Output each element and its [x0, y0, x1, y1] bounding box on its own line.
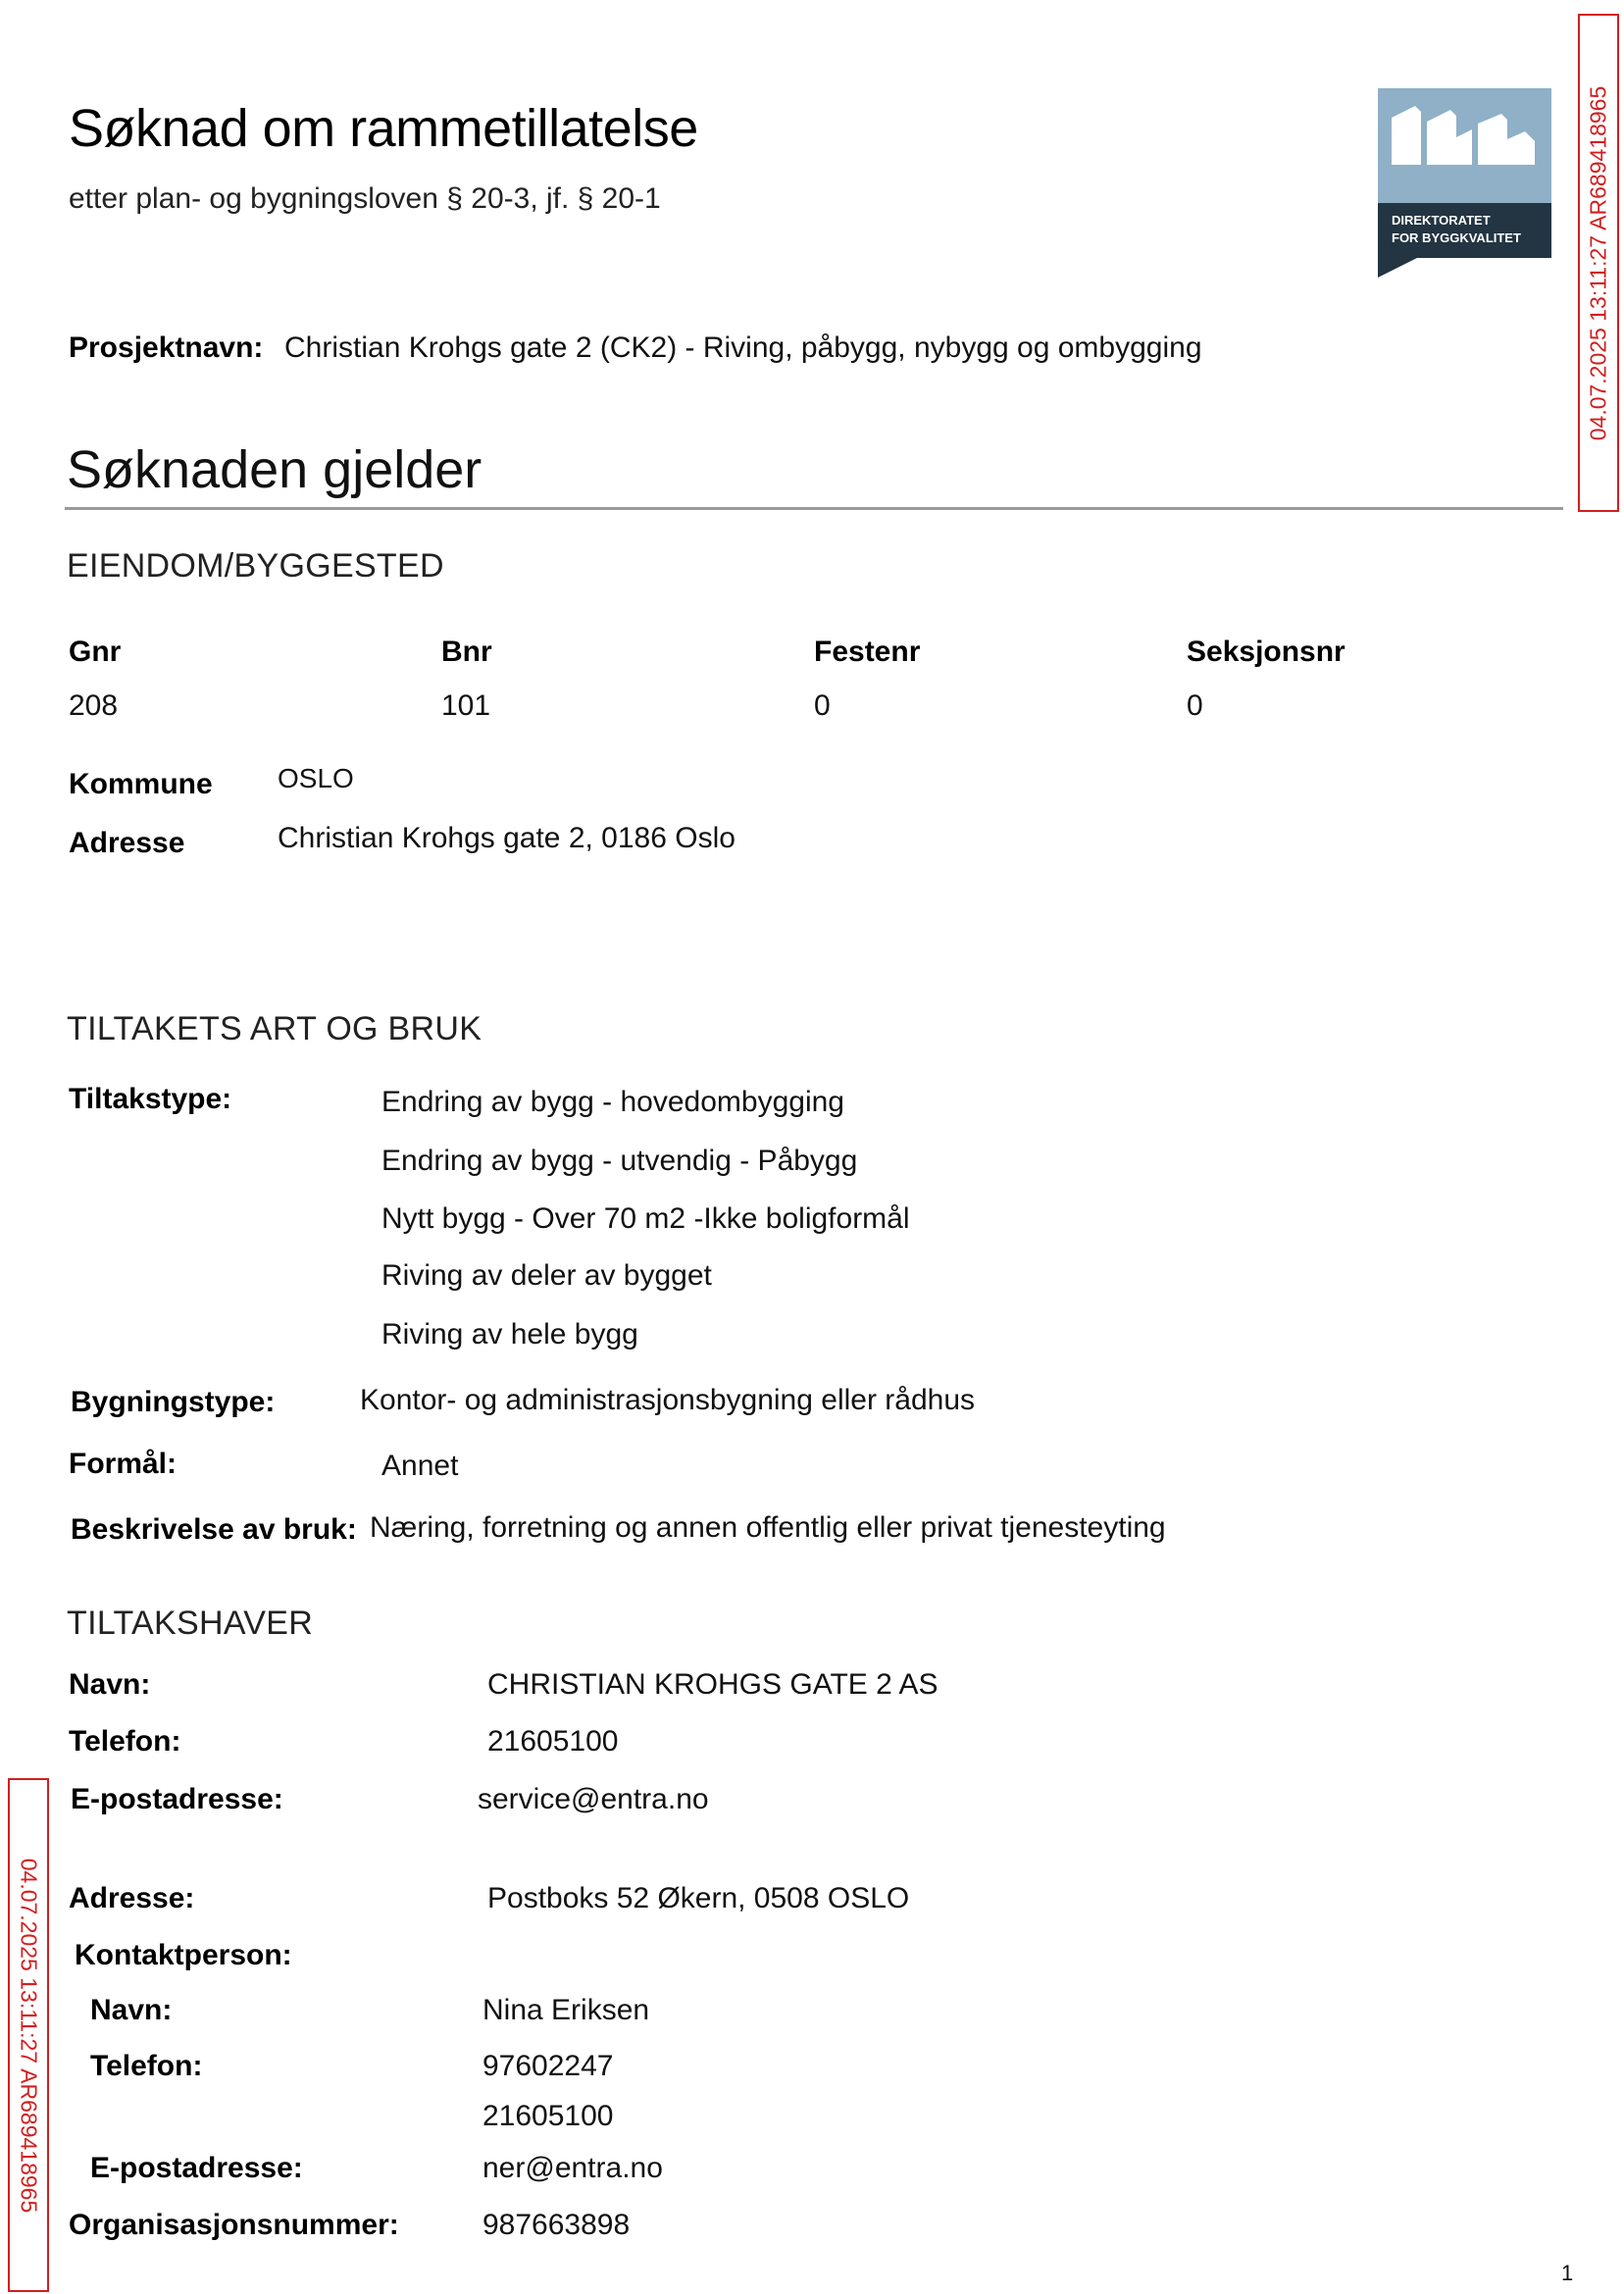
seksjonsnr-value: 0 — [1187, 689, 1203, 722]
bnr-value: 101 — [441, 689, 491, 722]
section-heading: Søknaden gjelder — [67, 440, 482, 499]
adresse-value: Christian Krohgs gate 2, 0186 Oslo — [278, 822, 736, 854]
gnr-value: 208 — [69, 689, 119, 722]
tiltakshaver-telefon-label: Telefon: — [69, 1725, 181, 1758]
festenr-value: 0 — [814, 689, 831, 722]
kontakt-telefon-value: 97602247 — [482, 2050, 614, 2082]
tiltakstype-item: Nytt bygg - Over 70 m2 -Ikke boligformål — [381, 1202, 910, 1235]
tiltakstype-item: Endring av bygg - hovedombygging — [381, 1086, 844, 1118]
logo-text-2: FOR BYGGKVALITET — [1392, 230, 1521, 245]
kommune-label: Kommune — [69, 768, 213, 800]
orgnr-label: Organisasjonsnummer: — [69, 2209, 399, 2241]
kontakt-navn-value: Nina Eriksen — [482, 1994, 650, 2026]
tiltakshaver-telefon-value: 21605100 — [487, 1725, 619, 1758]
bruk-label: Beskrivelse av bruk: — [71, 1513, 357, 1546]
tiltakshaver-epost-value: service@entra.no — [478, 1783, 709, 1815]
festenr-label: Festenr — [814, 636, 921, 668]
bnr-label: Bnr — [441, 636, 492, 668]
tiltakshaver-navn-value: CHRISTIAN KROHGS GATE 2 AS — [487, 1668, 939, 1701]
bygningstype-label: Bygningstype: — [71, 1386, 276, 1418]
tiltak-heading: TILTAKETS ART OG BRUK — [67, 1010, 482, 1047]
section-divider — [65, 507, 1563, 510]
orgnr-value: 987663898 — [482, 2209, 631, 2241]
stamp-text: 04.07.2025 13:11:27 AR689418965 — [16, 1858, 42, 2213]
tiltakstype-item: Endring av bygg - utvendig - Påbygg — [381, 1145, 858, 1177]
tiltakshaver-adresse-value: Postboks 52 Økern, 0508 OSLO — [487, 1882, 910, 1914]
page-number: 1 — [1561, 2261, 1574, 2285]
timestamp-stamp-right — [1578, 14, 1619, 512]
logo-text-1: DIREKTORATET — [1392, 213, 1491, 228]
tiltakshaver-navn-label: Navn: — [69, 1668, 151, 1701]
tiltakshaver-epost-label: E-postadresse: — [71, 1783, 283, 1815]
bruk-value: Næring, forretning og annen offentlig eller privat tjenesteyting — [370, 1511, 1166, 1544]
document-title: Søknad om rammetillatelse — [69, 99, 698, 158]
kommune-value: OSLO — [278, 763, 354, 793]
timestamp-stamp-left — [8, 1778, 49, 2292]
formal-label: Formål: — [69, 1448, 178, 1480]
dibk-logo — [1378, 88, 1551, 278]
project-name-label: Prosjektnavn: — [69, 331, 264, 364]
tiltakstype-item: Riving av hele bygg — [381, 1318, 638, 1351]
project-name-value: Christian Krohgs gate 2 (CK2) - Riving, påbygg, nybygg og ombygging — [284, 331, 1202, 364]
tiltakstype-item: Riving av deler av bygget — [381, 1259, 712, 1292]
bygningstype-value: Kontor- og administrasjonsbygning eller rådhus — [360, 1384, 976, 1416]
document-subtitle: etter plan- og bygningsloven § 20-3, jf. § 20-1 — [69, 182, 661, 215]
gnr-label: Gnr — [69, 636, 122, 668]
kontakt-epost-label: E-postadresse: — [90, 2152, 303, 2184]
formal-value: Annet — [381, 1450, 459, 1482]
logo-tail — [1378, 258, 1417, 278]
kontakt-navn-label: Navn: — [90, 1994, 173, 2026]
seksjonsnr-label: Seksjonsnr — [1187, 636, 1345, 668]
property-heading: EIENDOM/BYGGESTED — [67, 547, 444, 585]
adresse-label: Adresse — [69, 827, 185, 859]
kontakt-epost-value: ner@entra.no — [482, 2152, 663, 2184]
kontakt-telefon-label: Telefon: — [90, 2050, 203, 2082]
tiltakshaver-heading: TILTAKSHAVER — [67, 1605, 314, 1642]
kontakt-telefon-value: 21605100 — [482, 2100, 614, 2132]
tiltakshaver-adresse-label: Adresse: — [69, 1882, 195, 1914]
tiltakstype-label: Tiltakstype: — [69, 1083, 232, 1115]
kontaktperson-label: Kontaktperson: — [75, 1939, 292, 1971]
stamp-text: 04.07.2025 13:11:27 AR689418965 — [1585, 85, 1611, 440]
